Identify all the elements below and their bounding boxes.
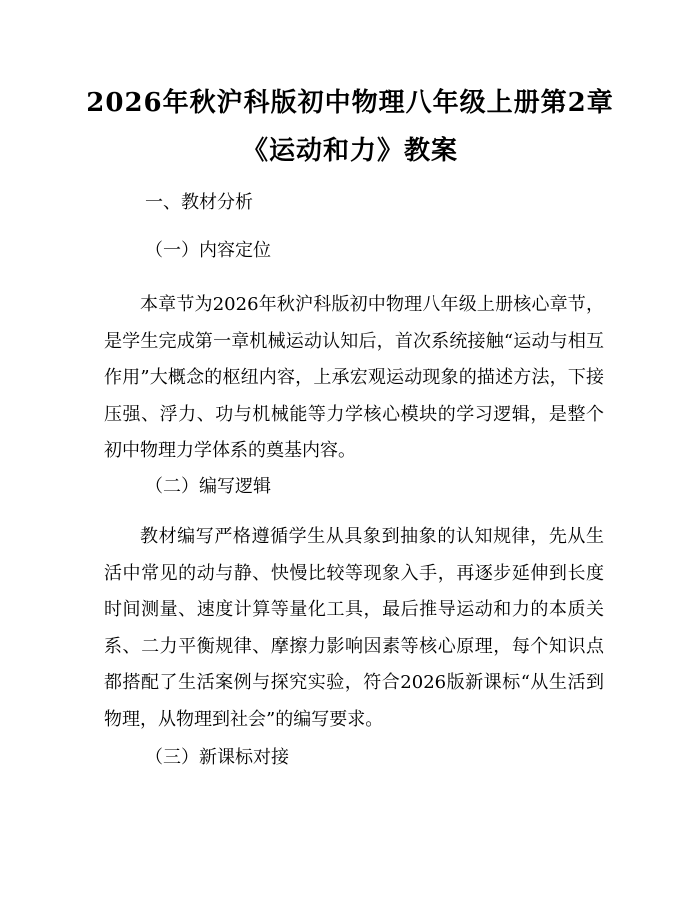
- subsection-heading-content-positioning: （一）内容定位: [145, 240, 271, 261]
- document-title-line-1: 2026年秋沪科版初中物理八年级上册第2章: [86, 88, 614, 118]
- document-title-line-2: 《运动和力》教案: [241, 136, 458, 166]
- paragraph-writing-logic: 教材编写严格遵循学生从具象到抽象的认知规律，先从生活中常见的动与静、快慢比较等现象入手，再逐步延伸到长度时间测量、速度计算等量化工具，最后推导运动和力的本质关系、二力平衡规律、摩擦力影响因素等核心原理，每个知识点都搭配了生活案例与探究实验，符合2026版新课标“从生活到物理，从物理到社会”的编写要求。: [104, 526, 604, 730]
- section-heading-textbook-analysis: 一、教材分析: [145, 192, 253, 213]
- paragraph-content-positioning: 本章节为2026年秋沪科版初中物理八年级上册核心章节，是学生完成第一章机械运动认知后，首次系统接触“运动与相互作用”大概念的枢纽内容，上承宏观运动现象的描述方法，下接压强、浮力、功与机械能等力学核心模块的学习逻辑，是整个初中物理力学体系的奠基内容。: [104, 294, 604, 461]
- subsection-heading-writing-logic: （二）编写逻辑: [145, 476, 271, 497]
- subsection-heading-curriculum-standards: （三）新课标对接: [145, 747, 289, 768]
